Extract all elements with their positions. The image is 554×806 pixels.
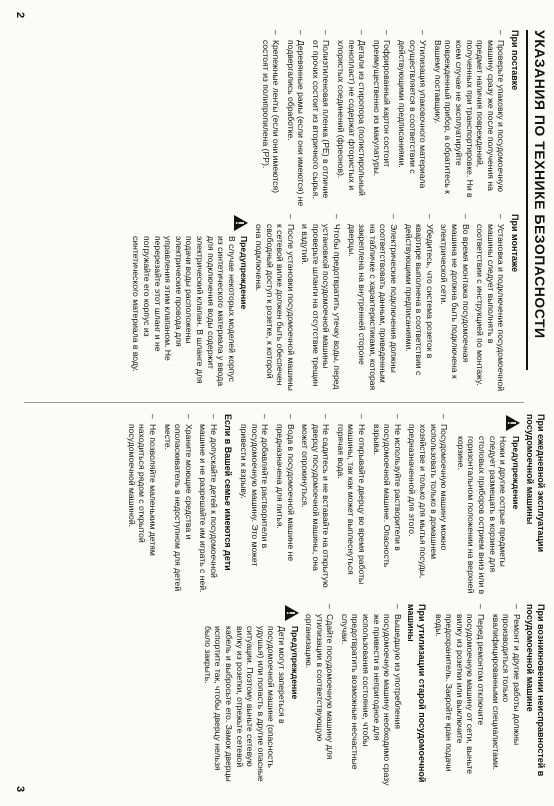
list-item: – Не допускайте детей к посудомоечной машине и не разрешайте им играть с ней.	[198, 414, 219, 593]
list-item: – Чтобы предотвратить утечку воды, перед установкой посудомоечной машины проверьте шланги на отсутствие трещин и вздутий.	[300, 214, 343, 390]
column-faults	[196, 604, 546, 786]
section-heading-installation: При монтаже	[510, 214, 520, 273]
column-daily-use	[122, 414, 546, 596]
warning-block	[131, 214, 250, 392]
list-item: – Гофрированный картон состоит преимущественно из макулатуры.	[371, 30, 393, 177]
list-item: – Установка и подключение посудомоечной машины следует выполнять в соответствии с инструкцией по монтажу.	[475, 214, 507, 392]
warning-triangle-icon	[202, 604, 299, 626]
warning-title: Предупреждение	[239, 236, 250, 310]
list-item: – Проверьте упаковку и посудомоечную машину сразу же после получения на предмет наличия повреждений, полученных при транспортировке. Ни в коем случае не эксплуатируйте поврежденный прибор, а обратитесь к Вашему поставщику.	[432, 30, 507, 198]
list-item: – Перед ремонтом отключите посудомоечную машину от сети, выньте вилку из розетки или выключите предохранитель. Закройте кран подачи воды.	[433, 604, 487, 775]
page-gutter	[24, 402, 524, 403]
warning-block	[202, 604, 299, 786]
warning-triangle-icon	[455, 414, 521, 436]
list-item: – Посудомоечную машину можно использовать только в домашнем хозяйстве и только для мытья посуды, предназначенной для этого.	[407, 414, 450, 579]
list-item: – Сдайте посудомоечную машину для утилизации в соответствующую организацию.	[304, 604, 336, 760]
warning-block	[455, 414, 521, 596]
list-item: – Ремонт и другие работы должны производиться только квалифицированными специалистами.	[490, 604, 522, 771]
list-item: – Деревянные рамы (если они имеются) не подвергались обработке.	[285, 30, 307, 207]
list-item: – Не используйте растворители в посудомоечной машине. Опасность взрыва.	[371, 414, 403, 568]
warning-triangle-icon	[131, 214, 250, 236]
list-item: – Не садитесь и не вставайте на открытую дверцу посудомоечной машины, она может опрокинуться.	[300, 414, 332, 588]
warning-text: В случае некоторых моделей корпус из синтетического материала у ввода для подключения воды содержит электрический клапан. В шланге для подачи воды расположены электрические провода для управления этим клапаном. Не перерезайте этот шланг и не погружайте его корпус из синтетического материала в воду.	[131, 236, 237, 387]
list-item: – После установки посудомоечной машины к сетевой вилке должен быть обеспечен свободный доступ к розетке, к которой она подключена.	[253, 214, 296, 391]
list-item: – Полиэтиленовая пленка (PE) в отличие от прочих состоит из вторичного сырья.	[310, 30, 332, 199]
list-item: – Вода в посудомоечной машине не предназначена для питья.	[274, 414, 296, 562]
list-item: – Не открывайте дверцу во время работы машины, так как может выплеснуться горячая вода.	[335, 414, 368, 585]
list-item: – Электрические подключения должны соответствовать данным, приведенным на табличке с характеристиками, которая закреплена на внутренней стороне дверцы.	[346, 214, 400, 391]
list-item: – Утилизация упаковочного материала осуществляется в соответствии с действующими предписаниями.	[397, 30, 429, 189]
list-item: – Крепежные ленты (если они имеются) состоят из полипропилена (PP).	[260, 30, 282, 194]
title-underline	[526, 30, 528, 370]
list-item: – Не добавляйте растворители в посудомоечную машину. Это может привести к взрыву.	[239, 414, 271, 567]
list-item: – Вышедшую из употребления посудомоечную машину необходимо сразу же привести в непригодное для использования состояние, чтобы предотвратить возможные несчастные случаи.	[339, 604, 403, 786]
warning-text: Ножи и другие острые предметы следует размещать в корзине для столовых приборов острием вниз или в горизонтальном положении на верхней корзине.	[455, 436, 509, 595]
list-item: – Не позволяйте маленьким детям находиться рядом с открытой посудомоечной машиной.	[126, 414, 158, 556]
section-heading-disposal: При утилизации старой посудомоечной машины	[406, 604, 428, 783]
warning-text: Дети могут запереться в посудомоечной машине (опасность удушья) или попасть в другие опасные ситуации. Поэтому выньте сетевую вилку из розетки, отрежьте сетевой кабель и выбросьте его. Замок дверцы испортите так, чтобы дверцу нельзя было закрыть.	[202, 626, 287, 782]
section-heading-delivery: При поставке	[510, 30, 520, 91]
list-item: – Убедитесь, что система розеток в квартире выполнена в соответствии с действующими предписаниями.	[403, 214, 435, 376]
list-item: – Храните моющие средства и ополаскиватель в недоступном для детей месте.	[162, 414, 194, 592]
section-heading-faults: При возникновении неисправностей в посудомоечной машине	[525, 604, 546, 777]
page-number-left: 2	[14, 12, 26, 19]
section-heading-children: Если в Вашей семье имеются дети	[222, 414, 233, 571]
list-item: – Во время монтажа посудомоечная машина не должна быть подключена к электрической сети.	[439, 214, 471, 379]
page-title: УКАЗАНИЯ ПО ТЕХНИКЕ БЕЗОПАСНОСТИ	[532, 30, 548, 339]
warning-title: Предупреждение	[510, 436, 521, 510]
warning-title: Предупреждение	[289, 626, 300, 700]
column-installation	[125, 214, 520, 392]
section-heading-daily-use: При ежедневной эксплуатации посудомоечной машины	[525, 414, 546, 553]
column-delivery	[256, 30, 520, 208]
list-item: – Детали из стиропора (полистирольный пенопласт) не содержат фтористых и хлористых соединений (фреонов).	[336, 30, 368, 196]
page-number-right: 3	[14, 786, 26, 793]
